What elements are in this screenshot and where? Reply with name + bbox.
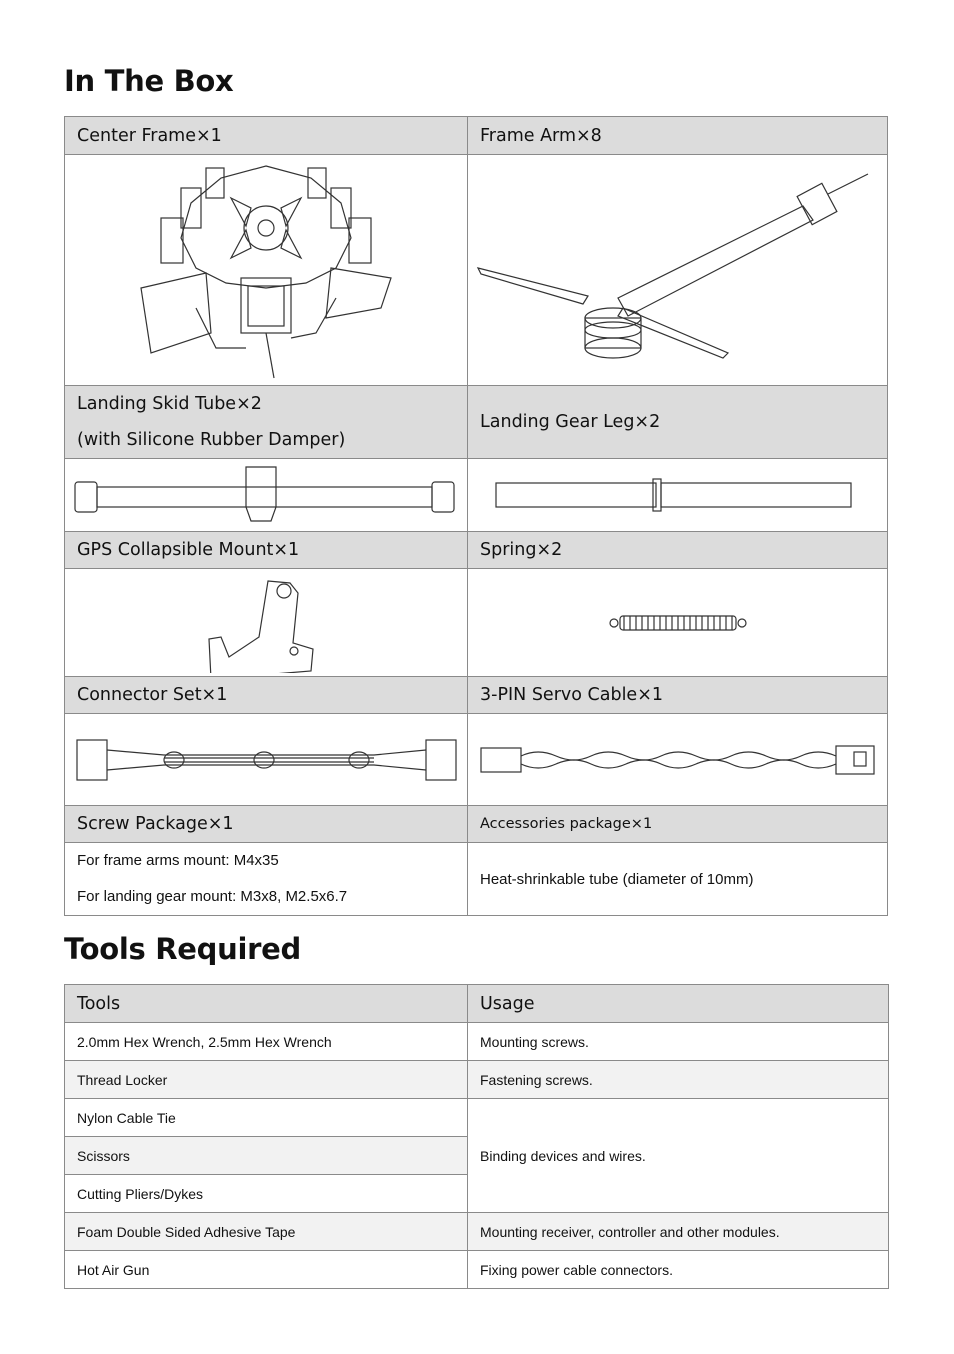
gps-mount-image bbox=[65, 569, 468, 677]
usage-row-hot-air-gun: Fixing power cable connectors. bbox=[468, 1251, 889, 1289]
tools-required-title: Tools Required bbox=[64, 932, 301, 966]
screw-package-label: Screw Package×1 bbox=[65, 806, 468, 843]
frame-arm-image bbox=[468, 155, 888, 386]
servo-cable-label: 3-PIN Servo Cable×1 bbox=[468, 677, 888, 714]
tool-row-hex-wrench: 2.0mm Hex Wrench, 2.5mm Hex Wrench bbox=[65, 1023, 468, 1061]
screw-frame-arms: For frame arms mount: M4x35 bbox=[77, 852, 279, 869]
tool-row-scissors: Scissors bbox=[65, 1137, 468, 1175]
accessories-package-details: Heat-shrinkable tube (diameter of 10mm) bbox=[468, 843, 888, 916]
tools-header: Tools bbox=[65, 985, 468, 1023]
spring-image bbox=[468, 569, 888, 677]
usage-row-thread-locker: Fastening screws. bbox=[468, 1061, 889, 1099]
center-frame-label: Center Frame×1 bbox=[65, 117, 468, 155]
tool-row-foam-tape: Foam Double Sided Adhesive Tape bbox=[65, 1213, 468, 1251]
gps-mount-label: GPS Collapsible Mount×1 bbox=[65, 532, 468, 569]
in-the-box-table bbox=[64, 116, 888, 916]
tool-row-thread-locker: Thread Locker bbox=[65, 1061, 468, 1099]
landing-gear-leg-label: Landing Gear Leg×2 bbox=[468, 386, 888, 459]
frame-arm-label: Frame Arm×8 bbox=[468, 117, 888, 155]
screw-landing-gear: For landing gear mount: M3x8, M2.5x6.7 bbox=[77, 888, 348, 905]
connector-set-image bbox=[65, 714, 468, 806]
tools-table bbox=[64, 984, 889, 1289]
tool-row-cutting-pliers: Cutting Pliers/Dykes bbox=[65, 1175, 468, 1213]
usage-row-hex-wrench: Mounting screws. bbox=[468, 1023, 889, 1061]
landing-skid-tube-line2: (with Silicone Rubber Damper) bbox=[77, 430, 346, 450]
accessories-package-label: Accessories package×1 bbox=[468, 806, 888, 843]
spring-label: Spring×2 bbox=[468, 532, 888, 569]
usage-row-foam-tape: Mounting receiver, controller and other modules. bbox=[468, 1213, 889, 1251]
landing-skid-tube-line1: Landing Skid Tube×2 bbox=[77, 394, 262, 414]
landing-gear-leg-image bbox=[468, 459, 888, 532]
usage-row-binding: Binding devices and wires. bbox=[468, 1099, 889, 1213]
connector-set-label: Connector Set×1 bbox=[65, 677, 468, 714]
center-frame-image bbox=[65, 155, 468, 386]
landing-skid-tube-image bbox=[65, 459, 468, 532]
tool-row-cable-tie: Nylon Cable Tie bbox=[65, 1099, 468, 1137]
screw-package-details bbox=[65, 843, 468, 916]
tool-row-hot-air-gun: Hot Air Gun bbox=[65, 1251, 468, 1289]
usage-header: Usage bbox=[468, 985, 889, 1023]
in-the-box-title: In The Box bbox=[64, 64, 234, 98]
servo-cable-image bbox=[468, 714, 888, 806]
landing-skid-tube-label bbox=[65, 386, 468, 459]
